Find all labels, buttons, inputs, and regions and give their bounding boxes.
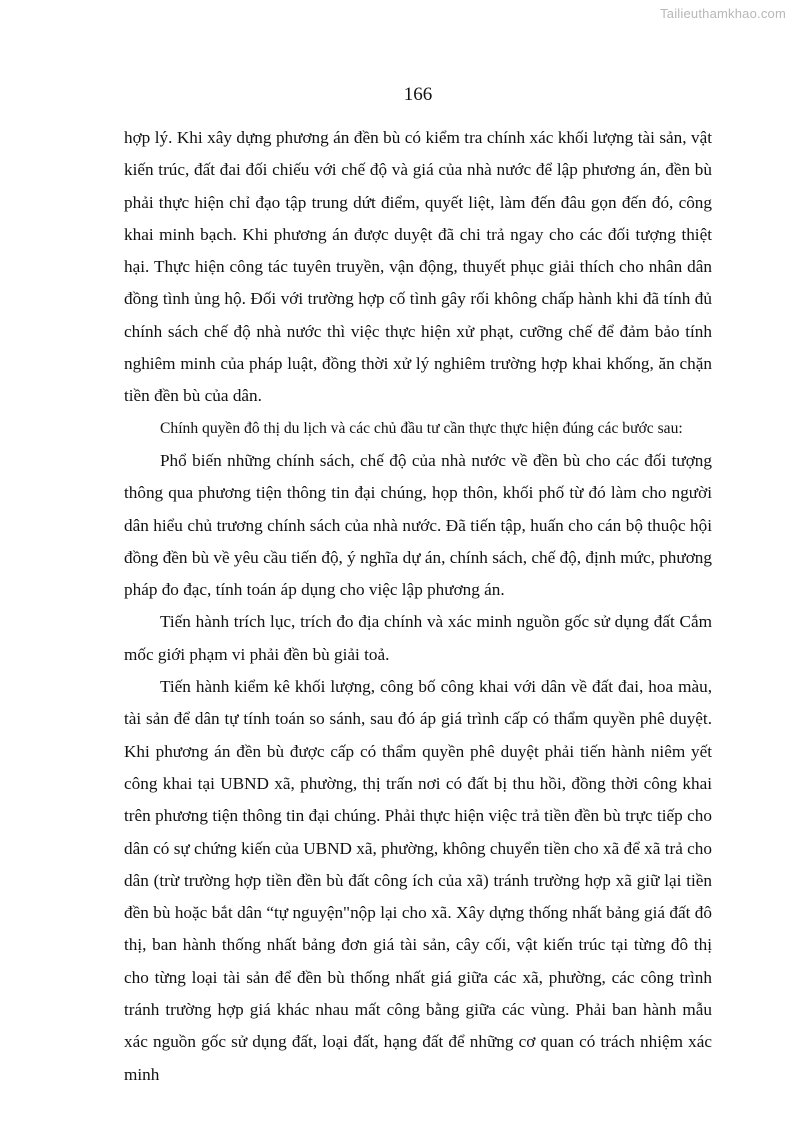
page-number: 166 [403,84,433,105]
paragraph-4: Tiến hành trích lục, trích đo địa chính và xác minh nguồn gốc sử dụng đất Cắm mốc giới phạm vi phải đền bù giải toả. [124,612,712,664]
watermark: Tailieuthamkhao.com [660,6,786,21]
paragraph-1: hợp lý. Khi xây dựng phương án đền bù có kiểm tra chính xác khối lượng tài sản, vật kiến trúc, đất đai đối chiếu với chế độ và giá của nhà nước để lập phương án, đền bù phải thực hiện chỉ đạo tập trung dứt điểm, quyết liệt, làm đến đâu gọn đến đó, công khai minh bạch. Khi phương án được duyệt đã chi trả ngay cho các đối tượng thiệt hại. Thực hiện công tác tuyên truyền, vận động, thuyết phục giải thích cho nhân dân đồng tình ủng hộ. Đối với trường hợp cố tình gây rối không chấp hành khi đã tính đủ chính sách chế độ nhà nước thì việc thực hiện xử phạt, cưỡng chế để đảm bảo tính nghiêm minh của pháp luật, đồng thời xử lý nghiêm trường hợp khai khống, ăn chặn tiền đền bù của dân. [124,128,712,406]
document-body [124,122,712,1091]
paragraph-2: Chính quyền đô thị du lịch và các chủ đầu tư cần thực thực hiện đúng các bước sau: [160,419,683,437]
paragraph-5: Tiến hành kiểm kê khối lượng, công bố công khai với dân về đất đai, hoa màu, tài sản để dân tự tính toán so sánh, sau đó áp giá trình cấp có thẩm quyền phê duyệt. Khi phương án đền bù được cấp có thẩm quyền phê duyệt phải tiến hành niêm yết công khai tại UBND xã, phường, thị trấn nơi có đất bị thu hồi, đồng thời công khai trên phương tiện thông tin đại chúng. Phải thực hiện việc trả tiền đền bù trực tiếp cho dân có sự chứng kiến của UBND xã, phường, không chuyển tiền cho xã để xã trả cho dân (trừ trường hợp tiền đền bù đất công ích của xã) tránh trường hợp xã giữ lại tiền đền bù hoặc bắt dân “tự nguyện"nộp lại cho xã. Xây dựng thống nhất bảng giá đất đô thị, ban hành thống nhất bảng đơn giá tài sản, cây cối, vật kiến trúc tại từng đô thị cho từng loại tài sản để đền bù thống nhất giá giữa các xã, phường, các công trình tránh trường hợp giá khác nhau mất công bằng giữa các vùng. Phải ban hành mẫu xác nguồn gốc sử dụng đất, loại đất, hạng đất để những cơ quan có trách nhiệm xác minh [124,677,712,1084]
paragraph-3: Phổ biến những chính sách, chế độ của nhà nước về đền bù cho các đối tượng thông qua phương tiện thông tin đại chúng, họp thôn, khối phố từ đó làm cho người dân hiểu chủ trương chính sách của nhà nước. Đã tiến tập, huấn cho cán bộ thuộc hội đồng đền bù về yêu cầu tiến độ, ý nghĩa dự án, chính sách, chế độ, định mức, phương pháp đo đạc, tính toán áp dụng cho việc lập phương án. [124,450,712,600]
